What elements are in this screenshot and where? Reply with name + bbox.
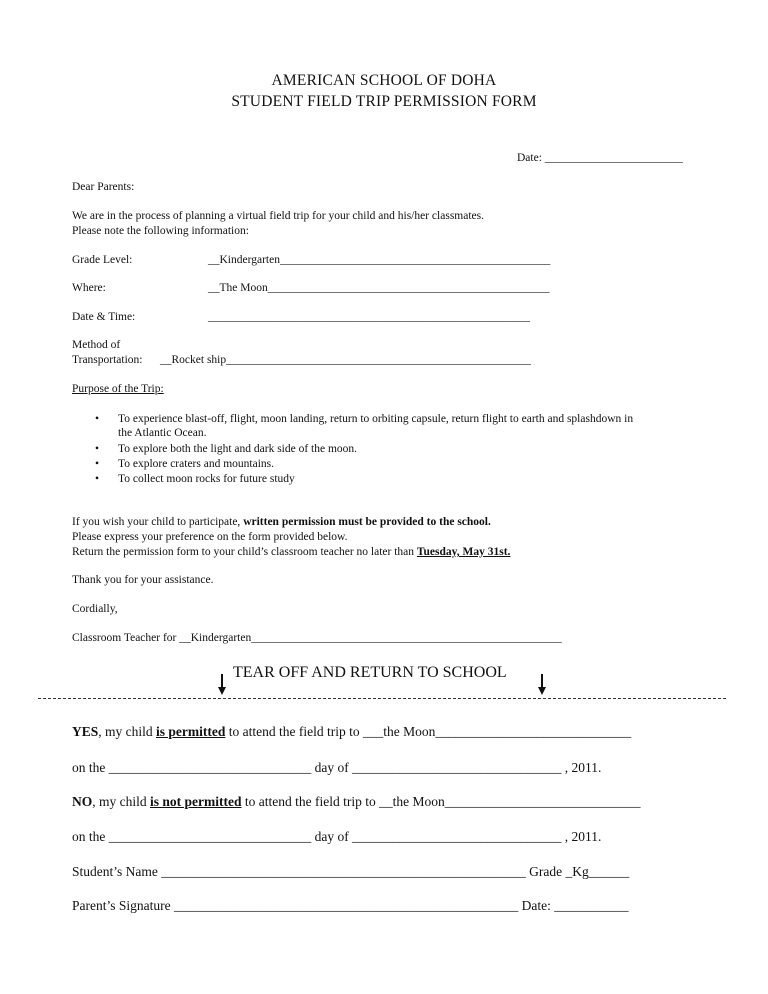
instruction-line-2: Please express your preference on the form provided below. bbox=[72, 531, 348, 543]
method-label-1: Method of bbox=[72, 339, 121, 351]
form-title: STUDENT FIELD TRIP PERMISSION FORM bbox=[231, 93, 537, 110]
deadline-date: Tuesday, May 31st. bbox=[416, 546, 511, 558]
student-name-line[interactable] bbox=[72, 864, 629, 880]
no-month-blank: _______________________________ bbox=[352, 829, 562, 844]
no-date-line[interactable] bbox=[72, 829, 601, 845]
signature-date-label: Date: bbox=[521, 898, 551, 913]
yes-word: YES bbox=[72, 724, 99, 739]
parent-signature-label: Parent’s Signature bbox=[72, 898, 171, 913]
year-text: , 2011. bbox=[564, 760, 602, 775]
parent-signature-line[interactable] bbox=[72, 898, 628, 914]
thanks-text: Thank you for your assistance. bbox=[72, 574, 214, 586]
instruction-line-1 bbox=[72, 516, 491, 528]
intro-line-2: Please note the following information: bbox=[72, 225, 249, 237]
yes-rest-text: to attend the field trip to ___the Moon_____________________________ bbox=[225, 724, 632, 739]
date-blank: ________________________ bbox=[544, 152, 683, 164]
is-not-permitted-text: is not permitted bbox=[150, 794, 242, 809]
tear-off-label: TEAR OFF AND RETURN TO SCHOOL bbox=[233, 664, 507, 681]
instruction-3-text: Return the permission form to your child’s classroom teacher no later than bbox=[72, 546, 417, 558]
student-grade-value: _Kg______ bbox=[565, 864, 630, 879]
purpose-item-2: To explore both the light and dark side of the moon. bbox=[118, 443, 358, 455]
bullet-2: • bbox=[95, 443, 100, 455]
student-name-blank: ______________________________________________________ bbox=[161, 864, 526, 879]
school-name: AMERICAN SCHOOL OF DOHA bbox=[271, 72, 497, 89]
method-label-2: Transportation: bbox=[72, 354, 143, 366]
purpose-heading: Purpose of the Trip: bbox=[72, 383, 164, 395]
bullet-4: • bbox=[95, 473, 100, 485]
instruction-line-3 bbox=[72, 546, 510, 558]
year-text: , 2011. bbox=[564, 829, 602, 844]
intro-line-1: We are in the process of planning a virtual field trip for your child and his/her classmates. bbox=[72, 210, 484, 222]
on-the-label: on the bbox=[72, 760, 106, 775]
on-the-label: on the bbox=[72, 829, 106, 844]
teacher-line: Classroom Teacher for __Kindergarten______________________________________________________ bbox=[72, 632, 562, 644]
no-word: NO bbox=[72, 794, 93, 809]
date-label: Date: bbox=[517, 152, 542, 164]
date-time-value[interactable]: ________________________________________________________ bbox=[208, 311, 530, 323]
where-value[interactable]: __The Moon_________________________________________________ bbox=[208, 282, 550, 294]
no-rest-text: to attend the field trip to __the Moon_____________________________ bbox=[241, 794, 641, 809]
no-day-blank: ______________________________ bbox=[108, 829, 312, 844]
no-line[interactable] bbox=[72, 794, 640, 810]
purpose-item-3: To explore craters and mountains. bbox=[118, 458, 274, 470]
purpose-item-1-cont: the Atlantic Ocean. bbox=[118, 427, 207, 439]
purpose-item-1: To experience blast-off, flight, moon landing, return to orbiting capsule, return flight to earth and splashdown in bbox=[118, 413, 634, 425]
no-mid-text: , my child bbox=[92, 794, 150, 809]
signature-date-blank: ___________ bbox=[554, 898, 629, 913]
student-grade-label: Grade bbox=[529, 864, 563, 879]
method-value[interactable]: __Rocket ship_____________________________________________________ bbox=[160, 354, 531, 366]
student-name-label: Student’s Name bbox=[72, 864, 158, 879]
is-permitted-text: is permitted bbox=[156, 724, 226, 739]
yes-mid-text: , my child bbox=[98, 724, 157, 739]
yes-month-blank: _______________________________ bbox=[352, 760, 562, 775]
date-field[interactable] bbox=[517, 152, 683, 164]
yes-day-blank: ______________________________ bbox=[108, 760, 312, 775]
instruction-1-bold: written permission must be provided to the school. bbox=[243, 516, 491, 528]
day-of-label: day of bbox=[314, 829, 349, 844]
day-of-label: day of bbox=[314, 760, 349, 775]
instruction-1-text: If you wish your child to participate, bbox=[72, 516, 244, 528]
where-label: Where: bbox=[72, 282, 106, 294]
date-time-label: Date & Time: bbox=[72, 311, 136, 323]
grade-level-value[interactable]: __Kindergarten_______________________________________________ bbox=[208, 254, 551, 266]
salutation: Dear Parents: bbox=[72, 181, 135, 193]
yes-date-line[interactable] bbox=[72, 760, 601, 776]
yes-line[interactable] bbox=[72, 724, 631, 740]
purpose-item-4: To collect moon rocks for future study bbox=[118, 473, 295, 485]
bullet-1: • bbox=[95, 413, 100, 425]
cordially-text: Cordially, bbox=[72, 603, 118, 615]
tear-off-dashed-line bbox=[38, 698, 726, 699]
parent-signature-blank: ___________________________________________________ bbox=[173, 898, 519, 913]
grade-level-label: Grade Level: bbox=[72, 254, 133, 266]
bullet-3: • bbox=[95, 458, 100, 470]
